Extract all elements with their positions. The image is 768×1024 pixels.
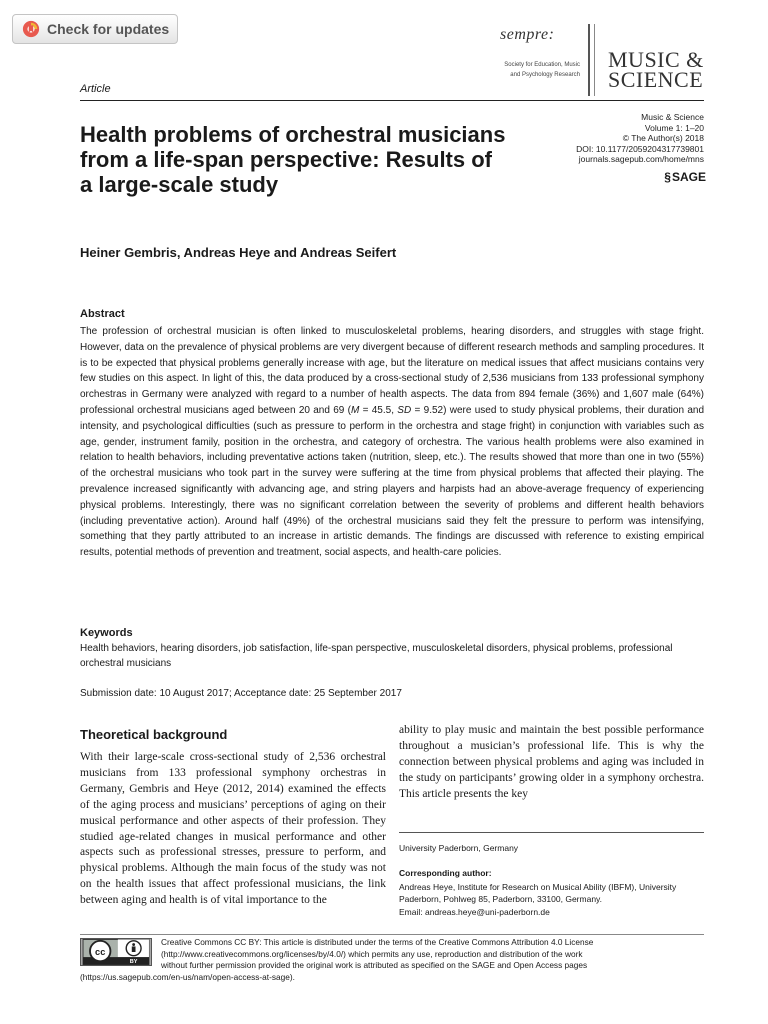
corresponding-details (399, 881, 709, 918)
abstract-part: = 45.5, (359, 404, 398, 416)
cc-letters: cc (95, 946, 106, 957)
keywords-text: Health behaviors, hearing disorders, job satisfaction, life-span perspective, musculoskeletal disorders, physical problems, professional orchestral musicians (80, 643, 673, 669)
meta-copyright: © The Author(s) 2018 (622, 133, 704, 143)
license-line[interactable]: (http://www.creativecommons.org/licenses/by/4.0/) which permits any use, reproduction and distribution of the work (161, 948, 583, 959)
corresponding-heading: Corresponding author: (399, 868, 492, 878)
society-subtitle-line: Society for Education, Music (504, 62, 580, 68)
footnote-rule (399, 832, 704, 833)
license-line[interactable]: (https://us.sagepub.com/en-us/nam/open-access-at-sage). (80, 971, 295, 982)
masthead-divider (594, 24, 595, 96)
author-list: Heiner Gembris, Andreas Heye and Andreas Seifert (80, 245, 397, 260)
corresponding-email[interactable]: Email: andreas.heye@uni-paderborn.de (399, 906, 550, 917)
check-for-updates-label: Check for updates (47, 21, 170, 37)
abstract-part: = 9.52) were used to study physical problems, their duration and intensity, and psychological difficulties (such as pressure to perform in the orchestra and stage fright) in conjunction with variables such as age, gender, instrument family, position in the orchestra, and category of orchestra. The various health problems were also examined in relation to health behaviors, including preventative actions taken (nutrition, sleep, etc.). The results showed that more than one in two (55%) of the orchestral musicians who took part in the survey were suffering at the time from physical problems that affected their playing. The prevalence increased significantly with advancing age, and string players and harpists had an above-average frequency of experiencing physical problems. Interestingly, there was no significant correlation between the severity of problems and different health behaviors (including preventative action). Around half (49%) of the orchestral musicians said they felt the pressure to perform was intensifying, something that they partly attributed to an increase in artistic demands. The findings are discussed with reference to existing empirical results, potential methods of prevention and treatment, social aspects, and health-care policies. (80, 404, 705, 559)
header-rule (80, 100, 704, 101)
publisher-logo (650, 170, 706, 184)
article-type: Article (80, 83, 111, 95)
keywords-heading: Keywords (80, 627, 133, 639)
masthead-divider (588, 24, 590, 96)
society-subtitle-line: and Psychology Research (510, 72, 580, 78)
corresponding-line: Paderborn, Pohlweg 85, Paderborn, 33100, Germany. (399, 894, 603, 905)
meta-url[interactable]: journals.sagepub.com/home/mns (578, 154, 704, 164)
body-column-right: ability to play music and maintain the best possible performance throughout a musician’s professional life. This is why the connection between physical problems and aging was included in the study on participants’ growing older in a symphony orchestra. This article presents the key (399, 724, 704, 800)
check-for-updates-button[interactable] (12, 14, 178, 44)
meta-volume: Volume 1: 1–20 (644, 122, 704, 133)
meta-journal: Music & Science (641, 112, 704, 122)
body-column-left: With their large-scale cross-sectional study of 2,536 orchestral musicians from 133 professional symphony orchestras in Germany, Gembris and Heye (2012, 2014) examined the effects of the aging process and musicians’ perceptions of aging on their musical performance and other aspects of their profession. They studied age-related changes in musical performance and other aspects such as professional stresses, pressure to perform, and physical problems. Although the main focus of the study was not on the health issues that affect professional musicians, the link between aging and health is of vital importance to the (80, 751, 386, 907)
abstract-text (80, 324, 704, 561)
sage-icon: § (664, 170, 671, 184)
affiliation: University Paderborn, Germany (399, 843, 519, 853)
submission-dates: Submission date: 10 August 2017; Acceptance date: 25 September 2017 (80, 688, 402, 699)
society-subtitle (496, 60, 580, 80)
journal-logo-line: MUSIC & (608, 47, 704, 72)
abstract-symbol: M (350, 404, 360, 416)
license-line: Creative Commons CC BY: This article is distributed under the terms of the Creative Commons Attribution 4.0 License (161, 937, 594, 947)
abstract-heading: Abstract (80, 308, 125, 320)
meta-doi[interactable]: DOI: 10.1177/2059204317739801 (576, 143, 704, 154)
corresponding-line: Andreas Heye, Institute for Research on Musical Ability (IBFM), University (399, 882, 677, 892)
journal-logo-line: SCIENCE (608, 67, 704, 92)
by-letters: BY (129, 959, 138, 966)
license-line: without further permission provided the original work is attributed as specified on the SAGE and Open Access pages (161, 960, 588, 970)
license-text (80, 937, 704, 983)
abstract-symbol: SD (397, 404, 412, 416)
check-updates-icon (22, 20, 40, 38)
abstract-part: The profession of orchestral musician is often linked to musculoskeletal problems, hearing disorders, and struggles with stage fright. However, data on the prevalence of physical problems are very divergent because of different research methods and sampling procedures. It is to be expected that physical problems generally increase with age, but the literature on medical issues that affect musicians contains very few studies on this aspect. In light of this, the data produced by a cross-sectional study of 2,536 musicians from 133 professional symphony orchestras in Germany were analyzed with regard to a number of health aspects. The data from 894 female (36%) and 1,607 male (64%) professional orchestral musicians aged between 20 and 69 ( (80, 326, 704, 416)
article-title: Health problems of orchestral musicians from a life-span perspective: Results of a large-scale study (80, 122, 506, 197)
journal-logo (608, 47, 704, 92)
publisher-name: SAGE (671, 170, 706, 184)
section-heading: Theoretical background (80, 727, 228, 742)
journal-meta (520, 112, 704, 165)
society-logo: sempre: (500, 26, 555, 43)
license-rule (80, 934, 704, 935)
